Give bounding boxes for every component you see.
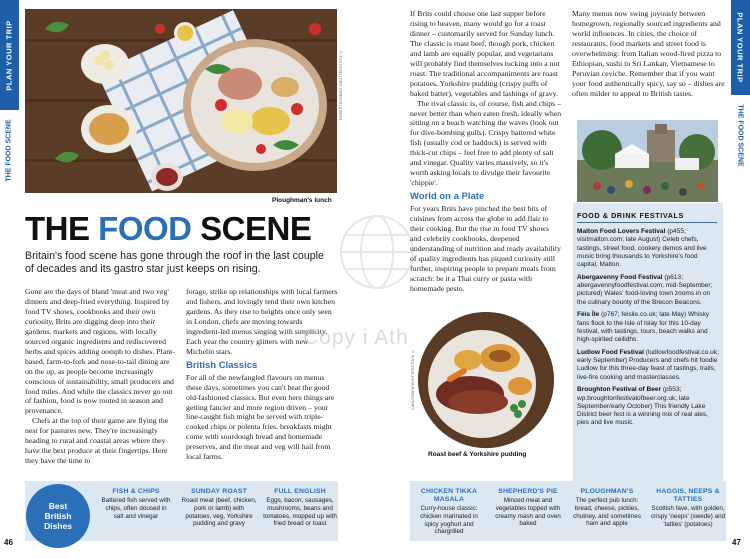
festivals-divider xyxy=(577,222,717,223)
col4-paragraph-1: Many menus now swing joyously between homegrown, regionally sourced ingredients and world influences. In cities, the choice of restaurants, food markets and street food is overwhelming: from Italian wood-fired pizza to Ethiopian, sushi to Sri Lankan, Vietnamese to Peruvian ceviche. Remember that if you want your food authentically spicy, say so – dishes are often milder to appeal to British tastes. xyxy=(572,9,725,98)
dish-fish-and-chips: FISH & CHIPS Battered fish served with chips, often doused in salt and vinegar xyxy=(101,488,171,520)
standfirst: Britain's food scene has gone through the roof in the last couple of decades and its gastro star just keeps on rising. xyxy=(25,250,324,275)
watermark-text: Copy i Ath xyxy=(303,326,409,349)
col2-paragraph-1: forage, strike up relationships with local farmers and fishers, and lovingly tend their own kitchen gardens. As they rise to heights once only seen in London, chefs are moving towards ingredient-led menus singing with simplicity. Each year the country glitters with new Michelin stars. xyxy=(186,287,338,356)
column-1 xyxy=(25,287,178,466)
ploughmans-photo-credit: ROBERTSCHMIDT/SHUTTERSTOCK © xyxy=(339,49,343,120)
right-chapter-label: THE FOOD SCENE xyxy=(737,103,745,167)
abergavenny-festival-photo xyxy=(577,120,718,202)
dish-ploughmans: PLOUGHMAN'S The perfect pub lunch: bread, cheese, pickles, chutney, and sometimes ham and apple xyxy=(573,488,641,528)
roast-photo-credit: CARLOSBCN/SHUTTERSTOCK © xyxy=(411,348,415,410)
globe-watermark-icon xyxy=(338,213,416,291)
british-classics-heading: British Classics xyxy=(186,359,258,371)
page-number-right: 47 xyxy=(732,538,741,547)
col3-paragraph-1: If Brits could choose one last supper before rising to heaven, many would go for a roast dinner – customarily served for Sunday lunch. The classic is roast beef, though pork, chicken and lamb are equally popular, and vegetarians will probably find themselves tucking into a nut roast. The traditional accompaniments are roast potatoes, Yorkshire pudding (crispy puffs of baked batter), vegetables and lashings of gravy. xyxy=(410,9,560,98)
dish-chicken-tikka-masala: CHICKEN TIKKA MASALA Curry-house classic: chicken marinated in spicy yoghurt and chargrilled xyxy=(420,488,478,536)
column-2 xyxy=(186,287,338,462)
col3-paragraph-2: The rival classic is, of course, fish and chips – never better than when eaten fresh, ideally when sitting on a beach watching the waves (look out for dive-bombing gulls). Crispy battered white fish (usually cod or haddock) is served with thick-cut chips – feel free to add plenty of salt and vinegar. Quality varies massively, so it's worth asking locals to divulge their favourite 'chippie'. xyxy=(410,98,562,188)
dish-haggis-neeps-tatties: HAGGIS, NEEPS & TATTIES Scottish fave, with golden, crispy 'neeps' (swede) and 'tatties' (potatoes) xyxy=(650,488,726,528)
page-number-left: 46 xyxy=(4,538,13,547)
roast-beef-photo xyxy=(418,312,554,448)
ploughmans-lunch-photo xyxy=(25,9,337,193)
festivals-title: FOOD & DRINK FESTIVALS xyxy=(577,211,684,220)
right-section-tab[interactable]: PLAN YOUR TRIP xyxy=(731,0,750,95)
col1-paragraph-1: Gone are the days of bland 'meat and two veg' dinners and deep-fried everything. Inspired by food TV shows, cookbooks and their own curiosity, Brits are digging deep into their gardens, markets and regions, with locally sourced organic ingredients and rediscovered herbs and spices adding oomph to dishes. Plant-based, farm-to-fork and nose-to-tail dining are on the up, as people become increasingly conscious of sustainability, small producers and food miles. And while the classics never go out of fashion, food is now rooted in season and provenance. xyxy=(25,287,175,416)
column-4 xyxy=(572,9,726,99)
left-chapter-label: THE FOOD SCENE xyxy=(6,118,14,182)
festivals-list xyxy=(577,228,719,432)
festival-item: Fèis Ìle (p767; feisile.co.uk; late May) Whisky fans flock to the Isle of Islay for this 10-day festival, with tastings, tours, beach walks and high-spirited ceilidhs. xyxy=(577,311,710,344)
dish-full-english: FULL ENGLISH Eggs, bacon, sausages, mushrooms, beans and tomatoes, mopped up with fried bread or toast xyxy=(263,488,337,528)
festival-item: Broughton Festival of Beer (p553; wp.broughtonfestivalofbeer.org.uk; late September/early October) This friendly Lake District beer fest is a winning mix of real ales, pies and live music. xyxy=(577,386,708,427)
col3-paragraph-3: For years Brits have pinched the best bits of cuisines from across the globe to add flair to their cooking. But the rise in food TV shows and celebrity cookbooks, deepened understanding of nutrition and ready availability of quality ingredients has piqued curiosity still further, inspiring people to prepare meals from scratch: be it a Thai curry or pasta with homemade pesto. xyxy=(410,204,561,293)
page-title: THE FOOD SCENE xyxy=(25,210,312,247)
festival-item: Ludlow Food Festival (ludlowfoodfestival.co.uk; early September) Producers and chefs hit foodie Ludlow for this three-day feast of tastings, trails, live-fire cooking and masterclasses. xyxy=(577,348,719,381)
world-on-a-plate-heading: World on a Plate xyxy=(410,191,485,203)
column-3 xyxy=(410,9,562,294)
left-section-tab[interactable]: PLAN YOUR TRIP xyxy=(0,0,19,110)
dish-shepherds-pie: SHEPHERD'S PIE Minced meat and vegetables topped with creamy mash and oven baked xyxy=(495,488,561,528)
ploughmans-caption: Ploughman's lunch xyxy=(272,197,332,204)
festival-item: Abergavenny Food Festival (p613; abergavennyfoodfestival.com; mid-September; pictured) Wales' food-loving town zooms in on the culinary bounty of the Brecon Beacons. xyxy=(577,273,713,306)
col2-paragraph-2: For all of the newfangled flavours on menus these days, sometimes you can't beat the good old-fashioned classics. But even here things are getting fancier and more region driven – your line-caught fish might be served with triple-cooked chips or polenta fries, breakfasts might come with sourdough bread and homemade preserves, and the meat and veg will hail from local farms. xyxy=(186,372,335,462)
festival-item: Malton Food Lovers Festival (p455; visitmalton.com; late August) Celeb chefs, tastings, street food, cookery demos and live music bring thousands to Yorkshire's food capital, Malton. xyxy=(577,228,707,269)
dish-sunday-roast: SUNDAY ROAST Roast meat (beef, chicken, pork or lamb) with potatoes, veg, Yorkshire pudding and gravy xyxy=(181,488,257,528)
best-dishes-badge: Best British Dishes xyxy=(26,484,90,548)
col1-paragraph-2: Chefs at the top of their game are flying the nest for pastures new. They're increasingly heading to rural and coastal areas where they have the best produce at their fingertips. Here they have the time to xyxy=(25,416,169,466)
roast-caption: Roast beef & Yorkshire pudding xyxy=(428,451,527,458)
